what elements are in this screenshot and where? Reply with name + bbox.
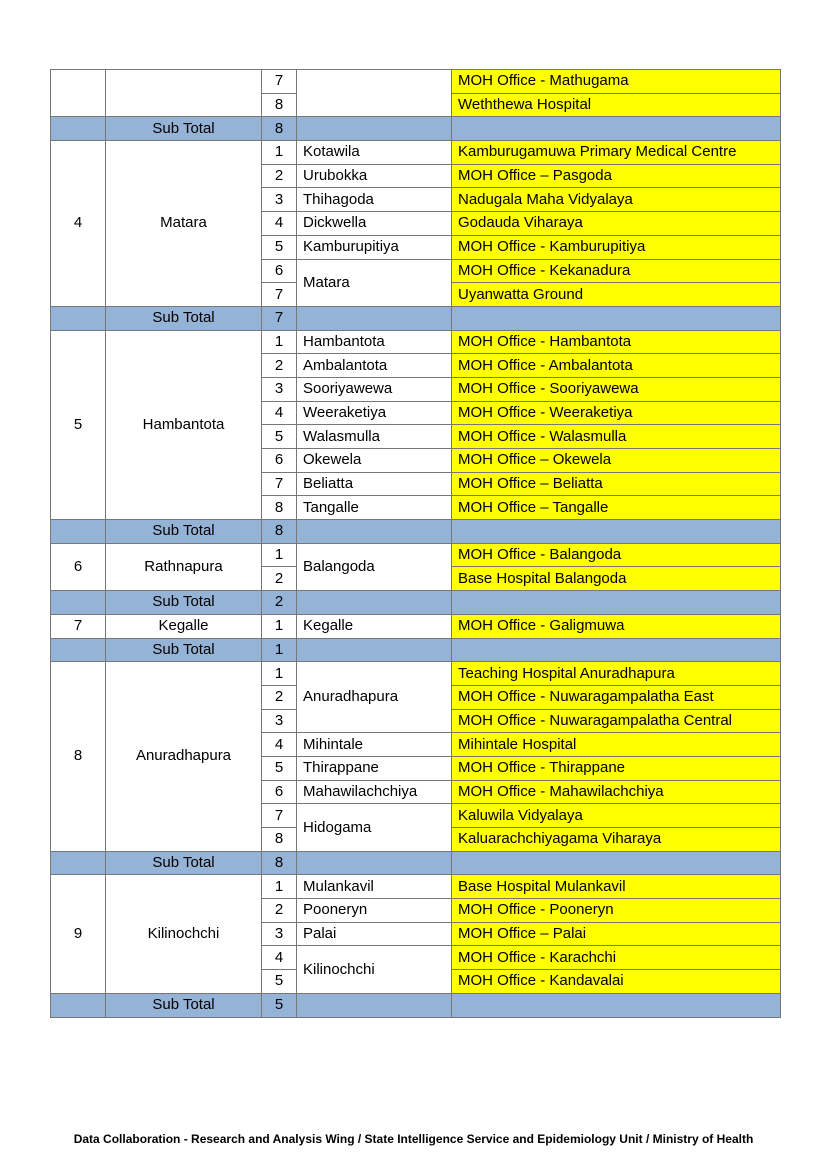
moh-area: Tangalle bbox=[297, 496, 452, 520]
row-number: 2 bbox=[262, 164, 297, 188]
sub-total-row bbox=[51, 117, 781, 141]
moh-area: Pooneryn bbox=[297, 899, 452, 923]
centre-location: Uyanwatta Ground bbox=[452, 283, 781, 307]
district-name bbox=[106, 70, 262, 117]
row-number: 7 bbox=[262, 283, 297, 307]
sub-total-row bbox=[51, 851, 781, 875]
row-number: 3 bbox=[262, 709, 297, 733]
row-number: 7 bbox=[262, 70, 297, 94]
row-number: 5 bbox=[262, 970, 297, 994]
centre-location: MOH Office – Tangalle bbox=[452, 496, 781, 520]
moh-area: Palai bbox=[297, 922, 452, 946]
district-name: Rathnapura bbox=[106, 543, 262, 590]
row-number: 7 bbox=[262, 472, 297, 496]
moh-area: Ambalantota bbox=[297, 354, 452, 378]
sub-total-row bbox=[51, 520, 781, 544]
row-number: 2 bbox=[262, 567, 297, 591]
district-name: Anuradhapura bbox=[106, 662, 262, 852]
row-number: 3 bbox=[262, 922, 297, 946]
sub-total-value: 1 bbox=[262, 638, 297, 662]
sub-total-row bbox=[51, 591, 781, 615]
row-number: 5 bbox=[262, 756, 297, 780]
centre-location: MOH Office - Thirappane bbox=[452, 756, 781, 780]
centre-location: MOH Office – Palai bbox=[452, 922, 781, 946]
row-number: 2 bbox=[262, 685, 297, 709]
sub-total-value: 8 bbox=[262, 851, 297, 875]
page-footer: Data Collaboration - Research and Analysis Wing / State Intelligence Service and Epidemiology Unit / Ministry of Health bbox=[73, 1132, 754, 1146]
moh-area: Kegalle bbox=[297, 614, 452, 638]
row-number: 3 bbox=[262, 377, 297, 401]
centre-location: MOH Office - Nuwaragampalatha East bbox=[452, 685, 781, 709]
centre-location: Weththewa Hospital bbox=[452, 93, 781, 117]
row-number: 1 bbox=[262, 875, 297, 899]
moh-area: Sooriyawewa bbox=[297, 377, 452, 401]
centre-location: Godauda Viharaya bbox=[452, 212, 781, 236]
sub-total-value: 5 bbox=[262, 993, 297, 1017]
table-row bbox=[51, 614, 781, 638]
district-number: 6 bbox=[51, 543, 106, 590]
row-number: 2 bbox=[262, 354, 297, 378]
moh-area: Beliatta bbox=[297, 472, 452, 496]
centre-location: MOH Office - Pooneryn bbox=[452, 899, 781, 923]
moh-area: Mulankavil bbox=[297, 875, 452, 899]
sub-total-row bbox=[51, 306, 781, 330]
centre-location: Base Hospital Mulankavil bbox=[452, 875, 781, 899]
sub-total-value: 8 bbox=[262, 117, 297, 141]
centre-location: Mihintale Hospital bbox=[452, 733, 781, 757]
centre-location: Kaluarachchiyagama Viharaya bbox=[452, 828, 781, 852]
moh-area: Balangoda bbox=[297, 543, 452, 590]
moh-area: Kilinochchi bbox=[297, 946, 452, 993]
centre-location: MOH Office - Nuwaragampalatha Central bbox=[452, 709, 781, 733]
row-number: 7 bbox=[262, 804, 297, 828]
sub-total-row bbox=[51, 993, 781, 1017]
sub-total-label: Sub Total bbox=[106, 591, 262, 615]
row-number: 1 bbox=[262, 141, 297, 165]
sub-total-label: Sub Total bbox=[106, 638, 262, 662]
district-number: 9 bbox=[51, 875, 106, 993]
moh-area: Matara bbox=[297, 259, 452, 306]
centre-location: MOH Office - Kamburupitiya bbox=[452, 235, 781, 259]
moh-area: Thirappane bbox=[297, 756, 452, 780]
centre-location: MOH Office – Okewela bbox=[452, 449, 781, 473]
district-name: Kilinochchi bbox=[106, 875, 262, 993]
moh-area: Hidogama bbox=[297, 804, 452, 851]
moh-area: Thihagoda bbox=[297, 188, 452, 212]
row-number: 2 bbox=[262, 899, 297, 923]
centre-location: MOH Office – Beliatta bbox=[452, 472, 781, 496]
row-number: 1 bbox=[262, 543, 297, 567]
centre-location: MOH Office - Galigmuwa bbox=[452, 614, 781, 638]
row-number: 8 bbox=[262, 93, 297, 117]
moh-area: Mihintale bbox=[297, 733, 452, 757]
row-number: 5 bbox=[262, 425, 297, 449]
moh-area: Weeraketiya bbox=[297, 401, 452, 425]
centre-location: MOH Office - Balangoda bbox=[452, 543, 781, 567]
district-number: 8 bbox=[51, 662, 106, 852]
district-number: 7 bbox=[51, 614, 106, 638]
moh-area: Dickwella bbox=[297, 212, 452, 236]
centre-location: Base Hospital Balangoda bbox=[452, 567, 781, 591]
moh-area bbox=[297, 70, 452, 117]
centre-location: MOH Office - Weeraketiya bbox=[452, 401, 781, 425]
row-number: 8 bbox=[262, 828, 297, 852]
centre-location: MOH Office - Mahawilachchiya bbox=[452, 780, 781, 804]
district-number: 5 bbox=[51, 330, 106, 520]
sub-total-label: Sub Total bbox=[106, 117, 262, 141]
row-number: 8 bbox=[262, 496, 297, 520]
table-row bbox=[51, 70, 781, 94]
table-row bbox=[51, 330, 781, 354]
sub-total-label: Sub Total bbox=[106, 851, 262, 875]
row-number: 6 bbox=[262, 780, 297, 804]
district-name: Kegalle bbox=[106, 614, 262, 638]
sub-total-value: 7 bbox=[262, 306, 297, 330]
centre-location: MOH Office - Walasmulla bbox=[452, 425, 781, 449]
centre-location: MOH Office - Sooriyawewa bbox=[452, 377, 781, 401]
centre-location: MOH Office - Kandavalai bbox=[452, 970, 781, 994]
sub-total-label: Sub Total bbox=[106, 993, 262, 1017]
table-row bbox=[51, 662, 781, 686]
row-number: 4 bbox=[262, 946, 297, 970]
sub-total-value: 2 bbox=[262, 591, 297, 615]
centre-location: Teaching Hospital Anuradhapura bbox=[452, 662, 781, 686]
sub-total-label: Sub Total bbox=[106, 306, 262, 330]
moh-area: Walasmulla bbox=[297, 425, 452, 449]
centre-location: MOH Office - Hambantota bbox=[452, 330, 781, 354]
table-row bbox=[51, 141, 781, 165]
row-number: 4 bbox=[262, 733, 297, 757]
sub-total-row bbox=[51, 638, 781, 662]
table-row bbox=[51, 543, 781, 567]
centre-location: Kaluwila Vidyalaya bbox=[452, 804, 781, 828]
centre-location: MOH Office - Ambalantota bbox=[452, 354, 781, 378]
district-name: Hambantota bbox=[106, 330, 262, 520]
centre-location: MOH Office - Mathugama bbox=[452, 70, 781, 94]
centre-location: MOH Office - Kekanadura bbox=[452, 259, 781, 283]
row-number: 1 bbox=[262, 330, 297, 354]
centre-location: Nadugala Maha Vidyalaya bbox=[452, 188, 781, 212]
row-number: 5 bbox=[262, 235, 297, 259]
sub-total-label: Sub Total bbox=[106, 520, 262, 544]
moh-area: Mahawilachchiya bbox=[297, 780, 452, 804]
row-number: 6 bbox=[262, 449, 297, 473]
row-number: 3 bbox=[262, 188, 297, 212]
moh-area: Kamburupitiya bbox=[297, 235, 452, 259]
row-number: 4 bbox=[262, 212, 297, 236]
row-number: 1 bbox=[262, 614, 297, 638]
district-number bbox=[51, 70, 106, 117]
row-number: 4 bbox=[262, 401, 297, 425]
centre-location: Kamburugamuwa Primary Medical Centre bbox=[452, 141, 781, 165]
district-number: 4 bbox=[51, 141, 106, 307]
moh-area: Anuradhapura bbox=[297, 662, 452, 733]
table-row bbox=[51, 875, 781, 899]
row-number: 1 bbox=[262, 662, 297, 686]
centre-location: MOH Office – Pasgoda bbox=[452, 164, 781, 188]
centre-location: MOH Office - Karachchi bbox=[452, 946, 781, 970]
vaccination-centres-table bbox=[50, 69, 781, 1018]
row-number: 6 bbox=[262, 259, 297, 283]
district-name: Matara bbox=[106, 141, 262, 307]
sub-total-value: 8 bbox=[262, 520, 297, 544]
moh-area: Urubokka bbox=[297, 164, 452, 188]
moh-area: Okewela bbox=[297, 449, 452, 473]
moh-area: Kotawila bbox=[297, 141, 452, 165]
moh-area: Hambantota bbox=[297, 330, 452, 354]
